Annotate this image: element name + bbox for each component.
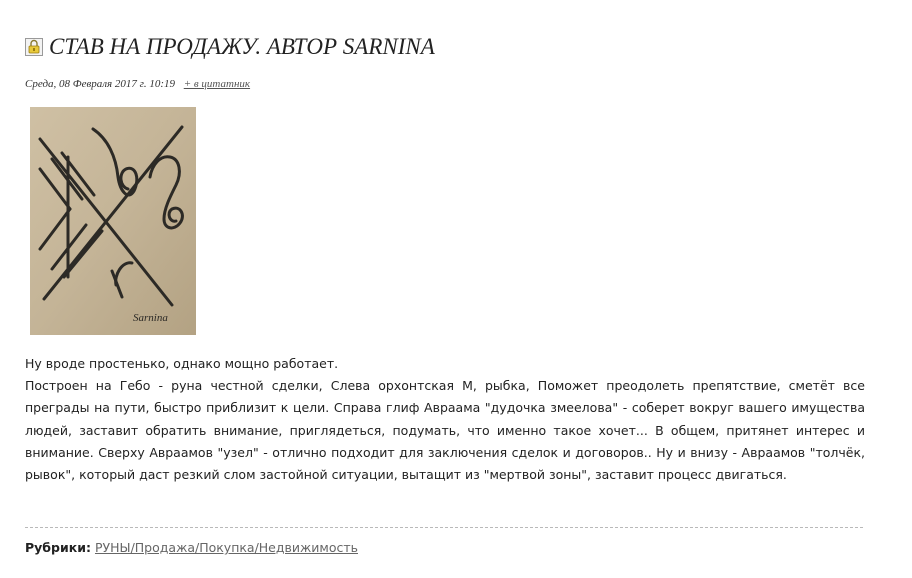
post-meta bbox=[25, 78, 250, 90]
post-rubrics bbox=[25, 540, 358, 555]
post-header bbox=[25, 34, 435, 60]
add-to-quotes-link[interactable]: + в цитатник bbox=[183, 78, 251, 90]
post-paragraph-intro: Ну вроде простенько, однако мощно работает. bbox=[25, 356, 339, 371]
post-body bbox=[25, 353, 865, 486]
post-date: Среда, 08 Февраля 2017 г. 10:19 bbox=[25, 78, 175, 90]
rubrics-label: Рубрики: bbox=[25, 540, 91, 555]
rubric-link[interactable]: РУНЫ/Продажа/Покупка/Недвижимость bbox=[94, 540, 358, 555]
rune-stav-image[interactable] bbox=[30, 107, 196, 335]
post-title[interactable]: СТАВ НА ПРОДАЖУ. АВТОР SARNINA bbox=[49, 34, 435, 59]
image-signature: Sarnina bbox=[133, 312, 168, 324]
post-divider bbox=[25, 527, 863, 528]
post-paragraph-main: Построен на Гебо - руна честной сделки, Слева орхонтская М, рыбка, Поможет преодолеть препятствие, сметёт все преграды на пути, быстро приблизит к цели. Справа глиф Авраама "дудочка змеелова" - соберет вокруг вашего имущества людей, заставит обратить внимание, приглядеться, подумать, что именно такое хочет... В общем, притянет интерес и внимание. Сверху Авраамов "узел" - отлично подходит для заключения сделок и договоров.. Ну и внизу - Авраамов "толчёк, рывок", который даст резкий слом застойной ситуации, вытащит из "мертвой зоны", заставит процесс двигаться. bbox=[25, 378, 865, 483]
lock-icon bbox=[25, 38, 43, 56]
